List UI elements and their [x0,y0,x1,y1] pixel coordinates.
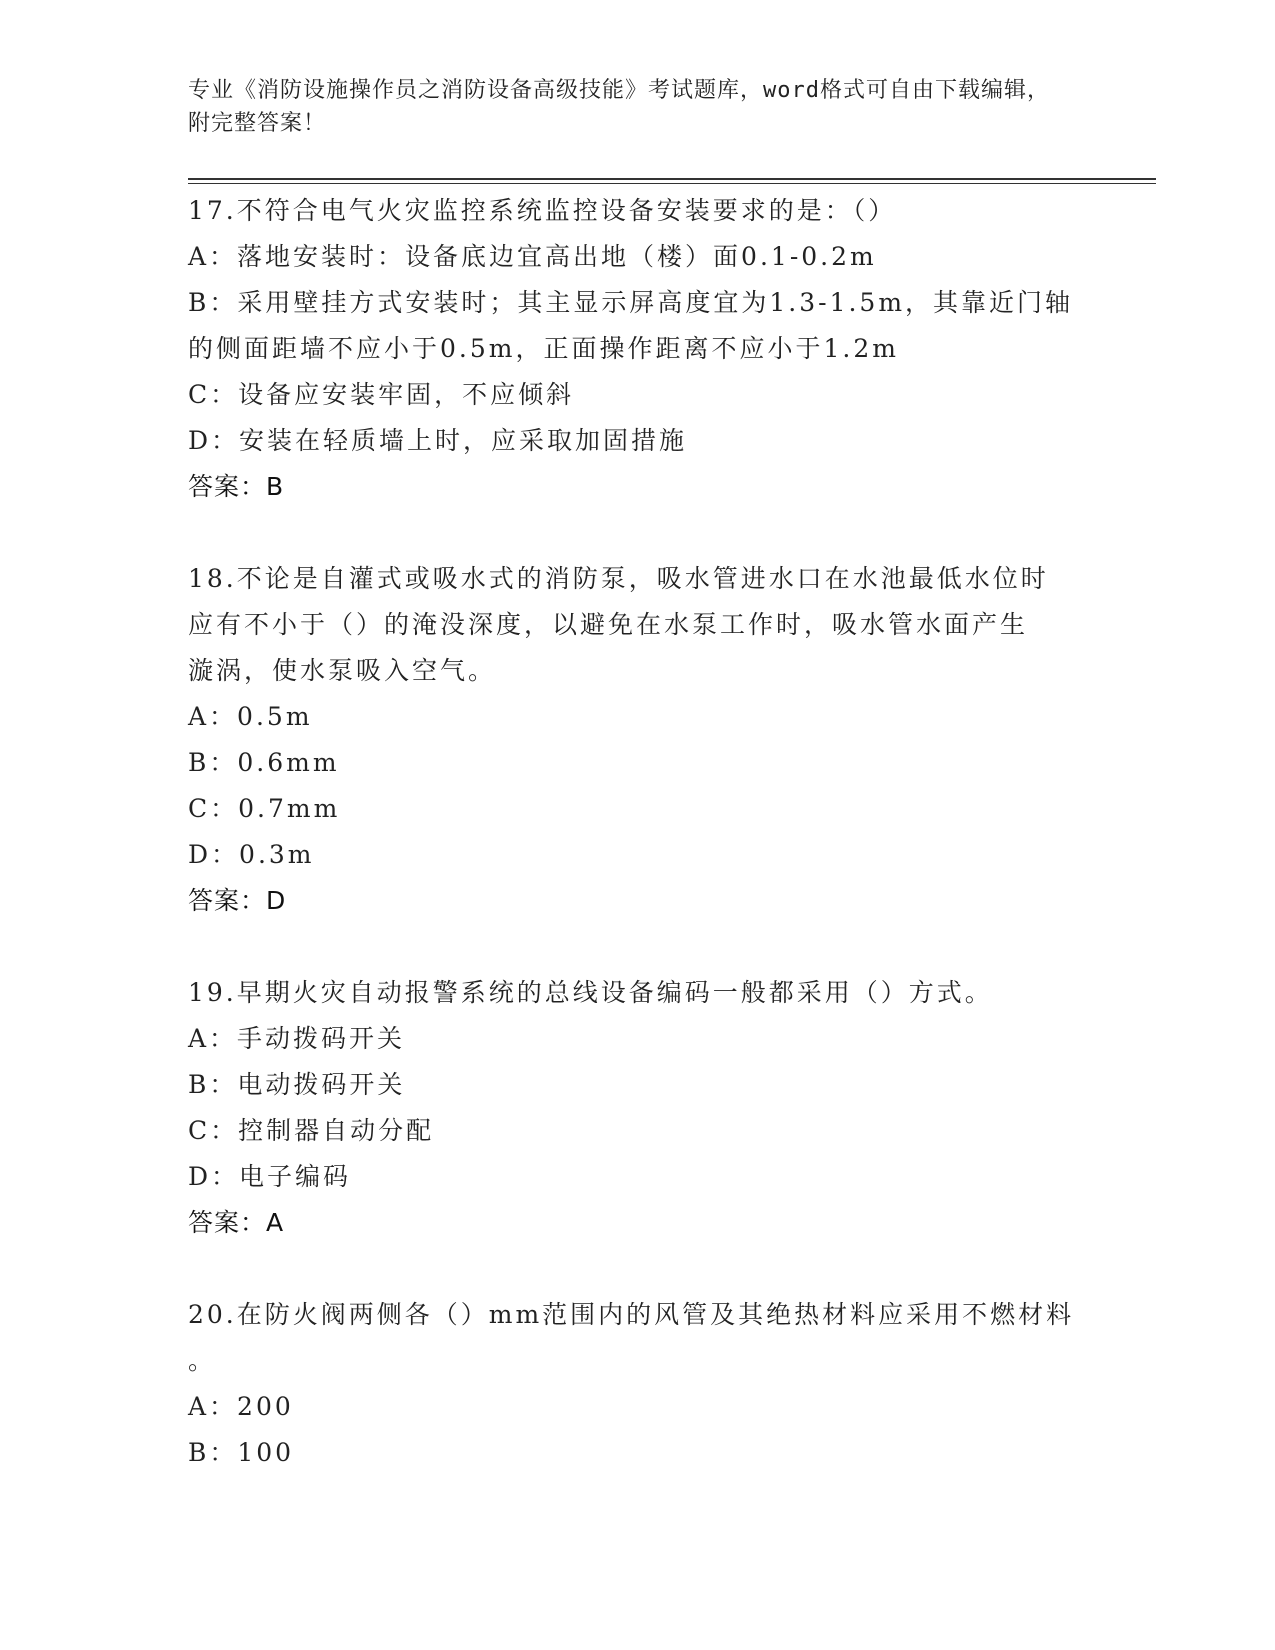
option-d: D：电子编码 [188,1162,352,1191]
answer-label: 答案：D [188,886,287,915]
question-17 [188,188,1088,510]
option-c: C：控制器自动分配 [188,1116,435,1145]
option-a: A：手动拨码开关 [188,1024,406,1053]
option-c: C：设备应安装牢固，不应倾斜 [188,380,575,409]
option-a: A：落地安装时：设备底边宜高出地（楼）面0.1-0.2m [188,242,877,271]
option-a: A：200 [188,1392,294,1421]
question-stem-line: 18.不论是自灌式或吸水式的消防泵，吸水管进水口在水池最低水位时 [188,564,1049,593]
answer-label: 答案：A [188,1208,285,1237]
option-c: C：0.7mm [188,794,341,823]
question-stem-line: 。 [188,1346,217,1375]
question-list [188,188,1088,1476]
option-b: B：电动拨码开关 [188,1070,406,1099]
option-a: A：0.5m [188,702,313,731]
header-divider-thin [188,183,1156,184]
option-b: B：采用壁挂方式安装时；其主显示屏高度宜为1.3-1.5m，其靠近门轴 [188,288,1074,317]
document-header: 专业《消防设施操作员之消防设备高级技能》考试题库，word格式可自由下载编辑，附完整答案！ [188,78,1050,136]
answer-label: 答案：B [188,472,285,501]
question-stem-line: 17.不符合电气火灾监控系统监控设备安装要求的是：（） [188,196,897,225]
option-d: D：安装在轻质墙上时，应采取加固措施 [188,426,688,455]
question-20 [188,1292,1088,1476]
question-19 [188,970,1088,1246]
option-d: D：0.3m [188,840,315,869]
question-stem-line: 应有不小于（）的淹没深度，以避免在水泵工作时，吸水管水面产生 [188,610,1029,639]
option-b-continued: 的侧面距墙不应小于0.5m，正面操作距离不应小于1.2m [188,334,899,363]
question-stem-line: 19.早期火灾自动报警系统的总线设备编码一般都采用（）方式。 [188,978,993,1007]
question-stem-line: 20.在防火阀两侧各（）mm范围内的风管及其绝热材料应采用不燃材料 [188,1300,1075,1329]
option-b: B：100 [188,1438,295,1467]
option-b: B：0.6mm [188,748,340,777]
question-stem-line: 漩涡，使水泵吸入空气。 [188,656,497,685]
header-divider-thick [188,178,1156,180]
question-18 [188,556,1088,924]
